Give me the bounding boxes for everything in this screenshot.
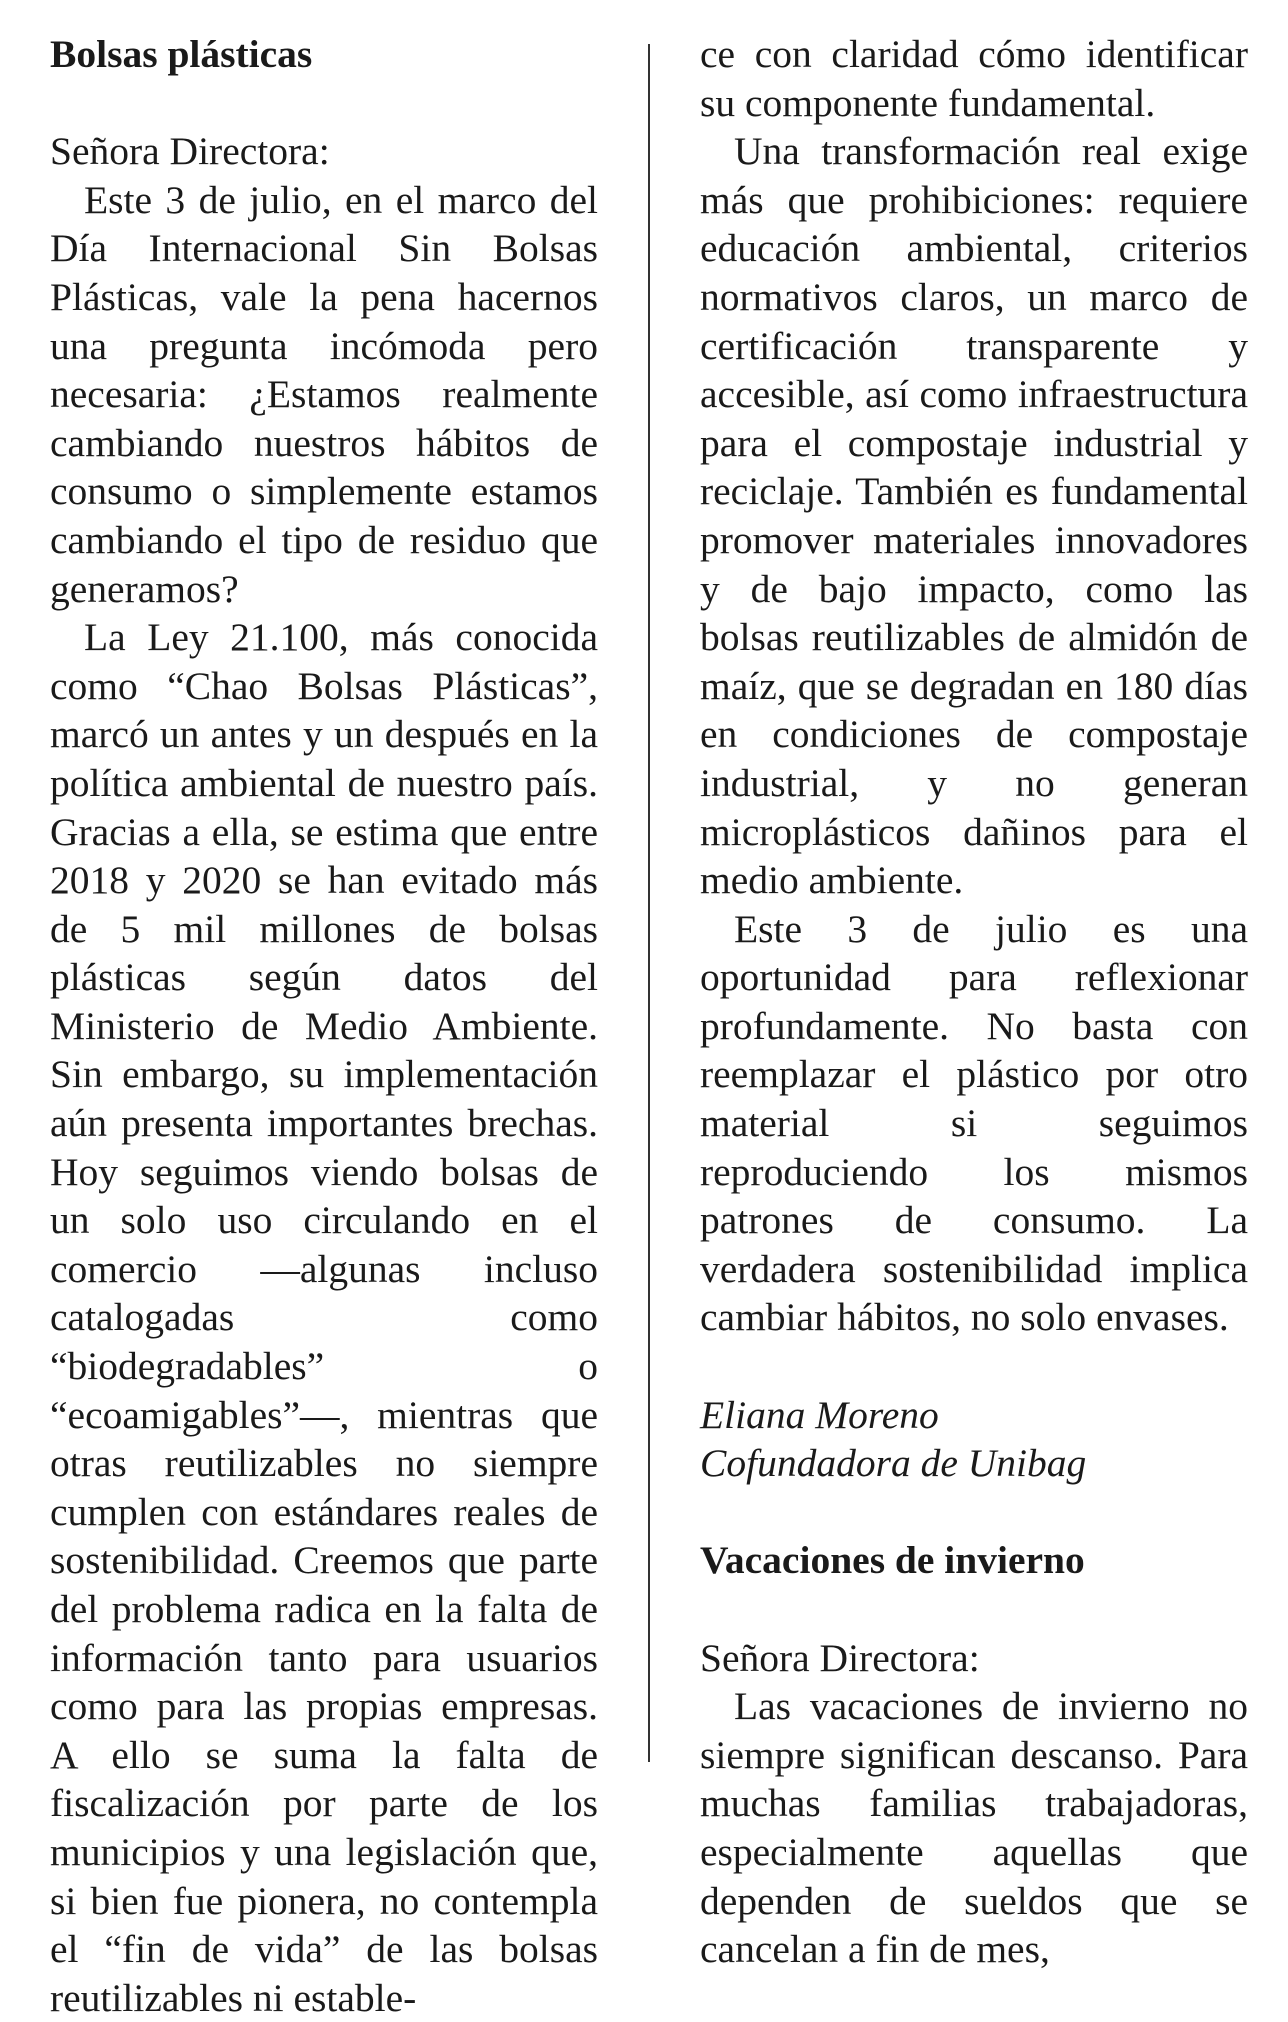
letter1-salutation: Señora Directora: [50,129,330,174]
letter1-author-name: Eliana Moreno [700,1392,939,1437]
letter1-paragraph-3: Una transformación real exige más que prohibiciones: requiere educación ambiental, criterios normativos claros, un marco de certificación transparente y accesible, así como infraestructura para el compostaje industrial y reciclaje. También es fundamental promover materiales innovadores y de bajo impacto, como las bolsas reutilizables de almidón de maíz, que se degradan en 180 días en condiciones de compostaje industrial, y no generan microplásticos dañinos para el medio ambiente. [700,129,1248,903]
spacer [700,1342,1248,1391]
letter1-paragraph-2: La Ley 21.100, más conocida como “Chao Bolsas Plásticas”, marcó un antes y un después en la política ambiental de nuestro país. Gracias a ella, se estima que entre 2018 y 2020 se han evitado más de 5 mil millones de bolsas plásticas según datos del Ministerio de Medio Ambiente. Sin embargo, su implementación aún presenta importantes brechas. Hoy seguimos viendo bolsas de un solo uso circulando en el comercio —algunas incluso catalogadas como “biodegradables” o “ecoamigables”—, mientras que otras reutilizables no siempre cumplen con estándares reales de sostenibilidad. Creemos que parte del problema radica en la falta de información tanto para usuarios como para las propias empresas. A ello se suma la falta de fiscalización por parte de los municipios y una legislación que, si bien fue pionera, no contempla el “fin de vida” de las bolsas reutilizables ni estable- [50,615,598,2020]
right-column [700,30,1248,1974]
letter2-headline: Vacaciones de invierno [700,1538,1085,1583]
letter1-paragraph-4: Este 3 de julio es una oportunidad para reflexionar profundamente. No basta con reemplazar el plástico por otro material si seguimos reproduciendo los mismos patrones de consumo. La verdadera sostenibilidad implica cambiar hábitos, no solo envases. [700,906,1248,1340]
letter2-paragraph-1: Las vacaciones de invierno no siempre significan descanso. Para muchas familias trabajadoras, especialmente aquellas que dependen de sueldos que se cancelan a fin de mes, [700,1684,1248,1972]
letter1-author-title: Cofundadora de Unibag [700,1441,1087,1486]
letter1-headline: Bolsas plásticas [50,32,313,76]
left-column [50,30,598,2022]
column-divider [648,44,650,1762]
letter1-paragraph-1: Este 3 de julio, en el marco del Día Internacional Sin Bolsas Plásticas, vale la pena hacernos una pregunta incómoda pero necesaria: ¿Estamos realmente cambiando nuestros hábitos de consumo o simplemente estamos cambiando el tipo de residuo que generamos? [50,177,598,611]
letter2-salutation: Señora Directora: [700,1635,980,1680]
spacer [700,1488,1248,1537]
letter1-paragraph-2-continued: ce con claridad cómo identificar su componente fundamental. [700,32,1248,125]
